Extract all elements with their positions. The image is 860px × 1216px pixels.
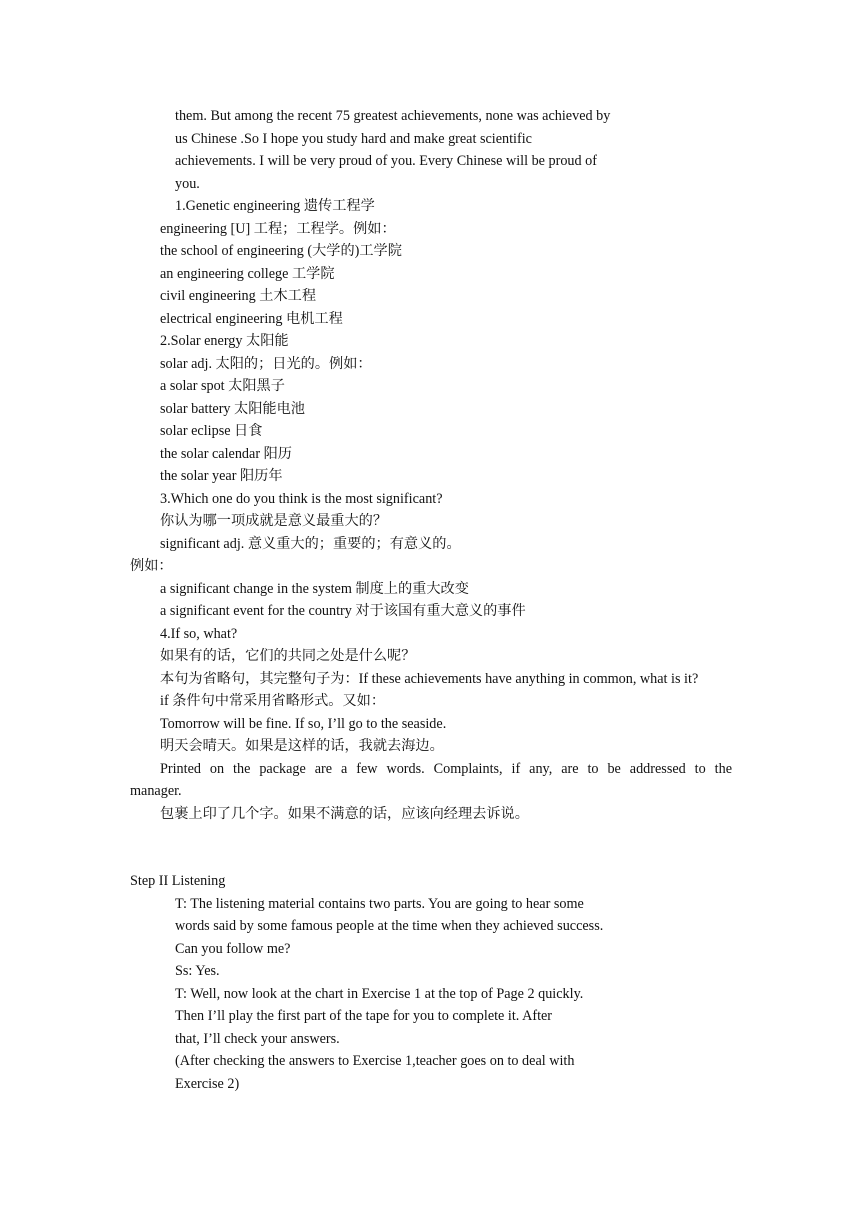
text-line: T: Well, now look at the chart in Exercise 1 at the top of Page 2 quickly. <box>175 985 584 1002</box>
text-line: Then I’ll play the first part of the tape for you to complete it. After <box>175 1008 553 1024</box>
text-line: a significant event for the country 对于该国有重大意义的事件 <box>160 603 526 619</box>
text-line: words said by some famous people at the time when they achieved success. <box>175 918 604 934</box>
section-heading: Step II Listening <box>130 873 226 889</box>
text-line: them. But among the recent 75 greatest achievements, none was achieved by <box>175 108 611 124</box>
text-line: achievements. I will be very proud of you. Every Chinese will be proud of <box>175 153 597 169</box>
text-line: engineering [U] 工程；工程学。例如： <box>160 220 396 237</box>
text-line: T: The listening material contains two parts. You are going to hear some <box>175 895 584 912</box>
text-line: 本句为省略句，其完整句子为：If these achievements have anything in common, what is it? <box>160 670 699 687</box>
text-line: the solar calendar 阳历 <box>160 445 292 462</box>
text-line: the solar year 阳历年 <box>160 468 283 484</box>
text-line: civil engineering 土木工程 <box>160 288 317 304</box>
text-line: significant adj. 意义重大的；重要的；有意义的。 <box>160 535 461 552</box>
text-line: Tomorrow will be fine. If so, I’ll go to the seaside. <box>160 715 447 732</box>
text-line: 例如： <box>130 558 173 574</box>
text-line: electrical engineering 电机工程 <box>160 310 343 327</box>
text-line: that, I’ll check your answers. <box>175 1030 340 1047</box>
text-line: you. <box>175 175 200 192</box>
text-line: 明天会晴天。如果是这样的话，我就去海边。 <box>160 738 444 754</box>
text-line: solar adj. 太阳的；日光的。例如： <box>160 355 372 372</box>
text-line: manager. <box>130 783 182 799</box>
text-line: 3.Which one do you think is the most significant? <box>160 490 443 507</box>
text-line: Ss: Yes. <box>175 963 220 979</box>
text-line: 如果有的话，它们的共同之处是什么呢？ <box>160 648 416 664</box>
text-line: 1.Genetic engineering 遗传工程学 <box>175 198 375 214</box>
text-line: if 条件句中常采用省略形式。又如： <box>160 693 386 709</box>
text-line: 包裹上印了几个字。如果不满意的话，应该向经理去诉说。 <box>160 805 529 822</box>
text-line: Can you follow me? <box>175 940 291 957</box>
text-line: solar eclipse 日食 <box>160 423 263 439</box>
text-line: 2.Solar energy 太阳能 <box>160 333 289 349</box>
text-line: Printed on the package are a few words. Complaints, if any, are to be addressed to the <box>160 760 732 777</box>
text-line: an engineering college 工学院 <box>160 265 335 282</box>
text-line: a solar spot 太阳黑子 <box>160 378 285 394</box>
text-line: (After checking the answers to Exercise 1,teacher goes on to deal with <box>175 1053 575 1069</box>
text-line: solar battery 太阳能电池 <box>160 400 305 417</box>
text-line: us Chinese .So I hope you study hard and make great scientific <box>175 130 532 147</box>
text-line: Exercise 2) <box>175 1075 240 1092</box>
text-line: 你认为哪一项成就是意义最重大的？ <box>160 513 388 529</box>
text-line: 4.If so, what? <box>160 625 238 642</box>
text-line: a significant change in the system 制度上的重大改变 <box>160 580 469 597</box>
text-line: the school of engineering (大学的)工学院 <box>160 243 402 259</box>
